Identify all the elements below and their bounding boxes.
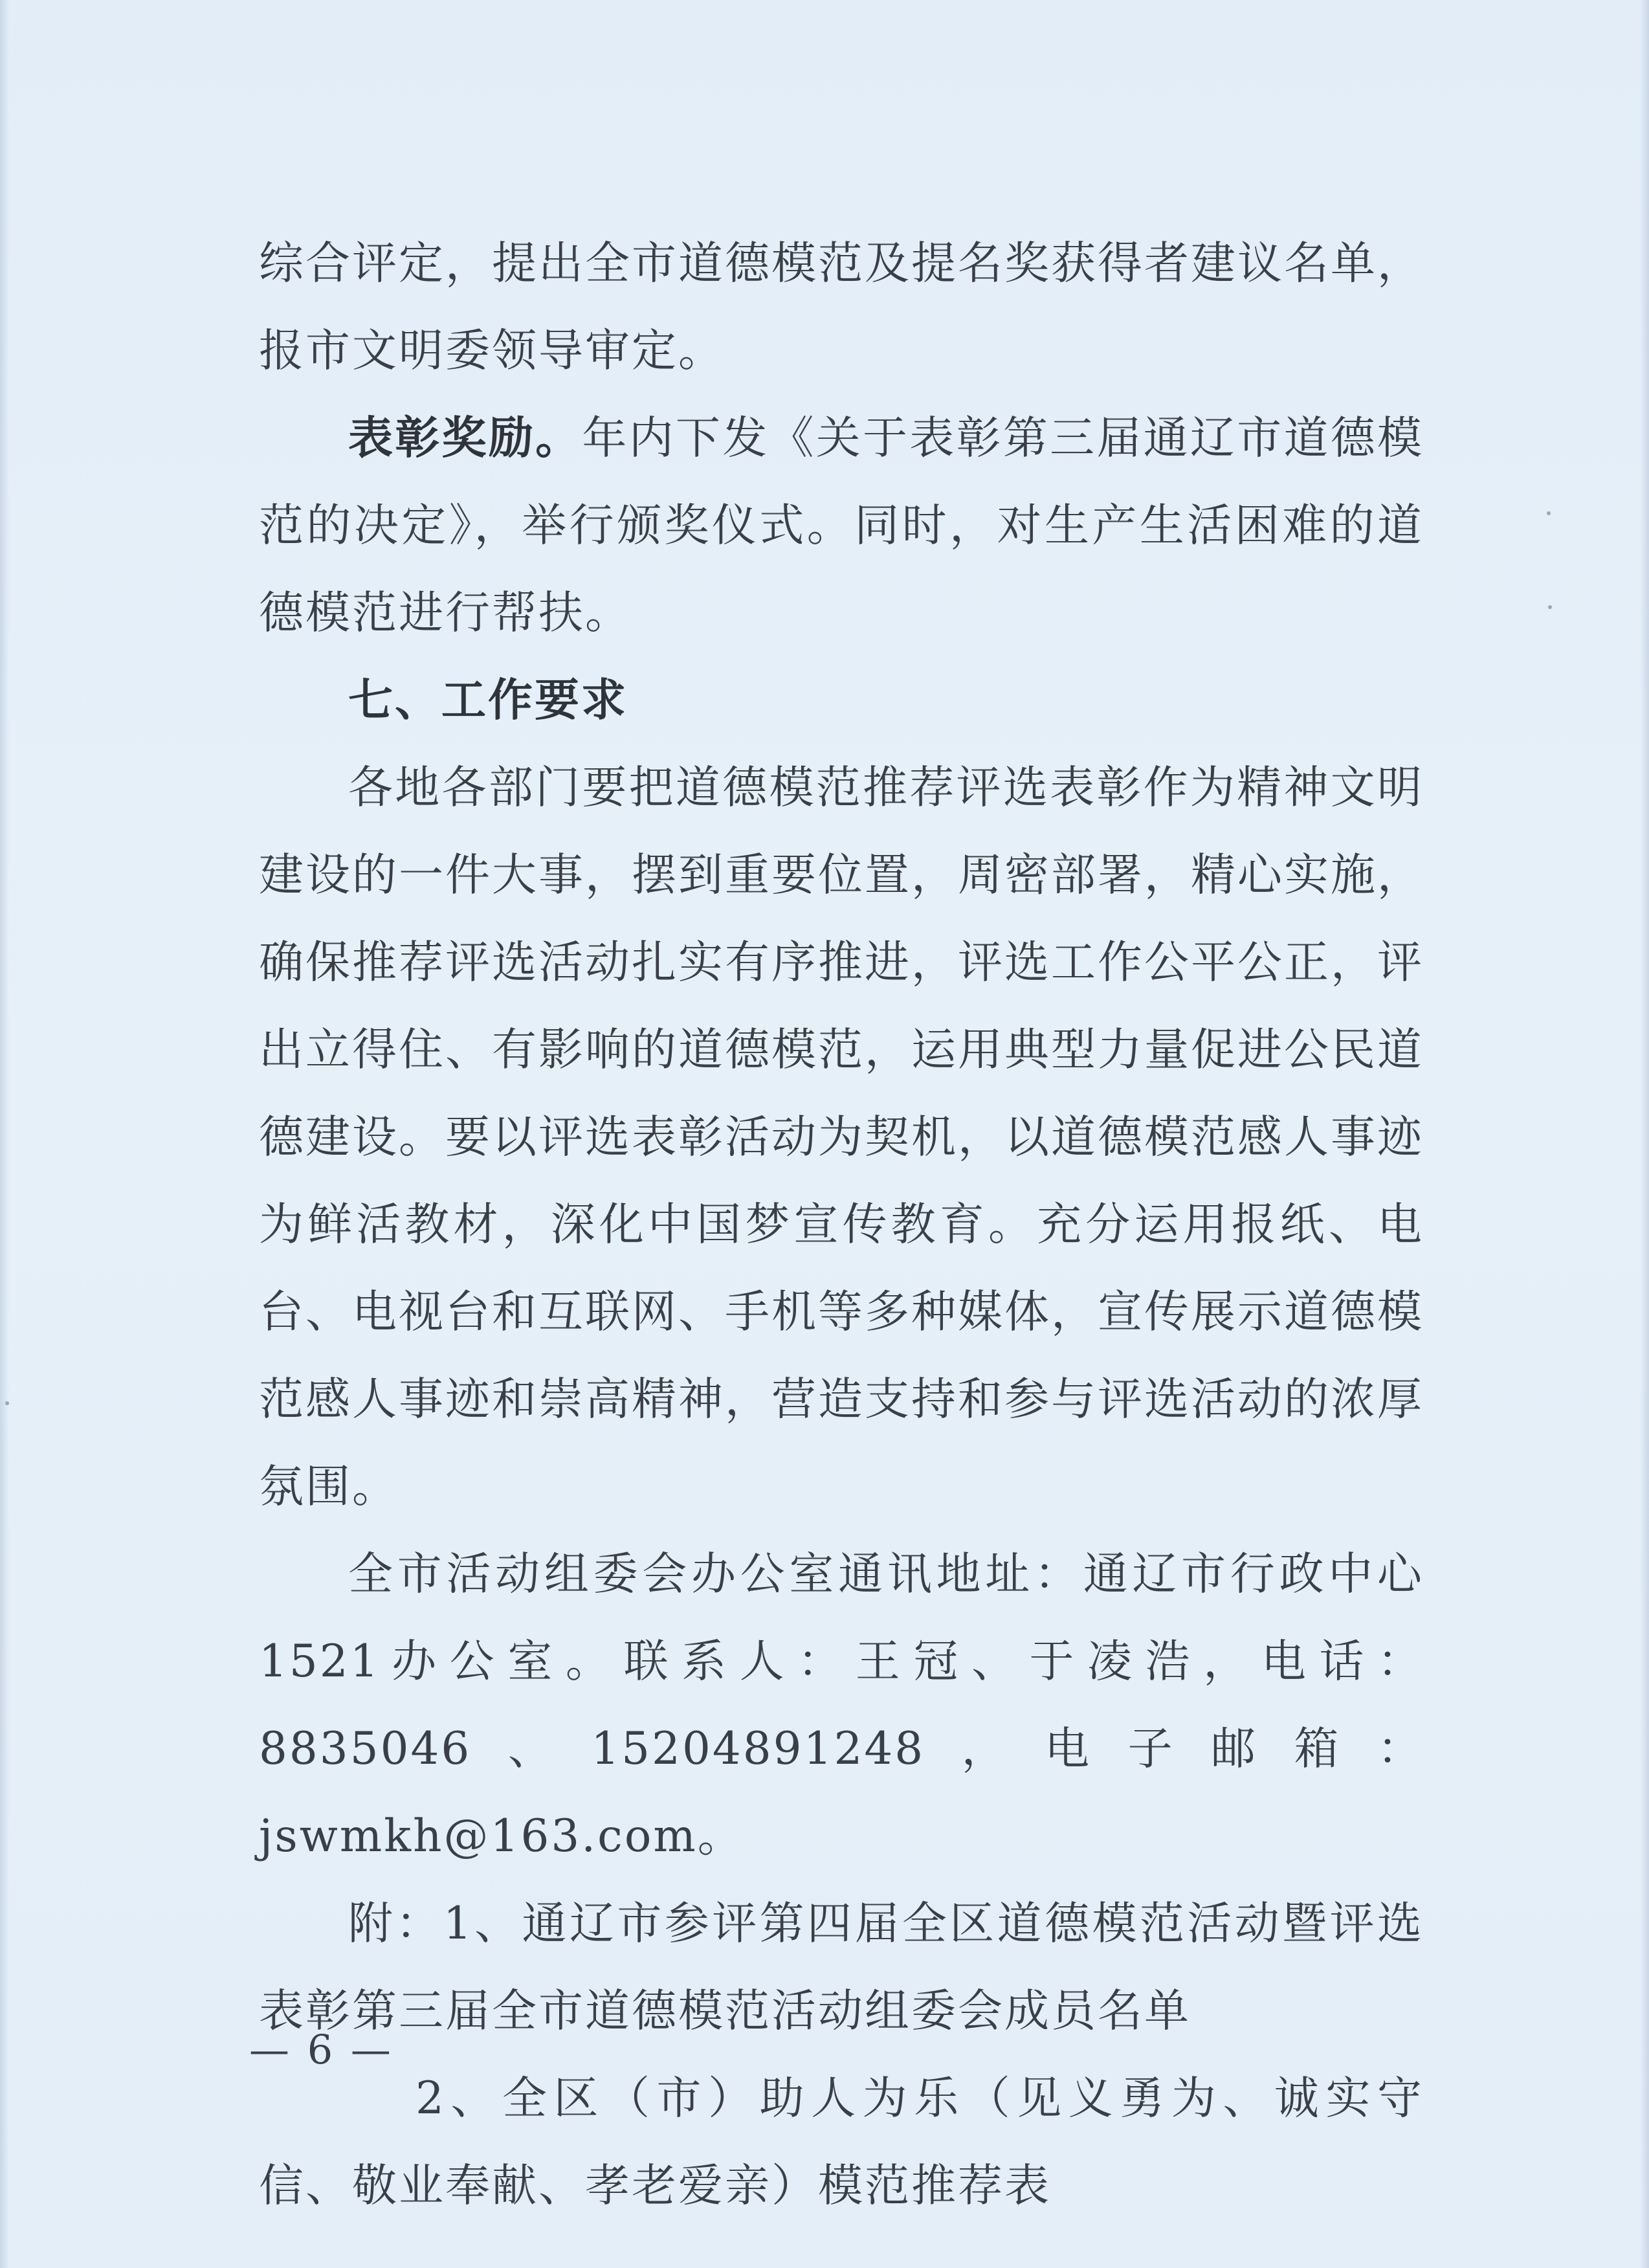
- commendation-lead: 表彰奖励。: [348, 412, 582, 464]
- scan-speck: [1547, 511, 1551, 515]
- scan-edge-left: [0, 0, 9, 2268]
- paragraph-evaluation: 综合评定，提出全市道德模范及提名奖获得者建议名单，报市文明委领导审定。: [259, 238, 1424, 377]
- paragraph-attachment-1: 附：1、通辽市参评第四届全区道德模范活动暨评选表彰第三届全市道德模范活动组委会成员名单: [259, 1898, 1424, 2037]
- commendation-text: 年内下发《关于表彰第三届通辽市道德模范的决定》，举行颁奖仪式。同时，对生产生活困难的道德模范进行帮扶。: [259, 412, 1424, 639]
- section-heading-work-requirements: 七、工作要求: [348, 674, 628, 726]
- paragraph-attachment-2: 2、全区（市）助人为乐（见义勇为、诚实守信、敬业奉献、孝老爱亲）模范推荐表: [259, 2073, 1424, 2212]
- scan-speck: [1548, 605, 1552, 609]
- paragraph-commendation: [259, 395, 1424, 657]
- page-number: — 6 —: [249, 2026, 393, 2073]
- paragraph-contact-info: 全市活动组委会办公室通讯地址：通辽市行政中心 1521办公室。联系人：王冠、于凌浩，电话：8835046、15204891248，电子邮箱：jswmkh@163.com。: [259, 1548, 1424, 1862]
- scan-edge-right: [1640, 0, 1649, 2268]
- scan-speck: [5, 1401, 9, 1405]
- paragraph-work-requirements: 各地各部门要把道德模范推荐评选表彰作为精神文明建设的一件大事，摆到重要位置，周密部署，精心实施，确保推荐评选活动扎实有序推进，评选工作公平公正，评出立得住、有影响的道德模范，运用典型力量促进公民道德建设。要以评选表彰活动为契机，以道德模范感人事迹为鲜活教材，深化中国梦宣传教育。充分运用报纸、电台、电视台和互联网、手机等多种媒体，宣传展示道德模范感人事迹和崇高精神，营造支持和参与评选活动的浓厚氛围。: [259, 762, 1424, 1513]
- body-text: [259, 220, 1424, 2230]
